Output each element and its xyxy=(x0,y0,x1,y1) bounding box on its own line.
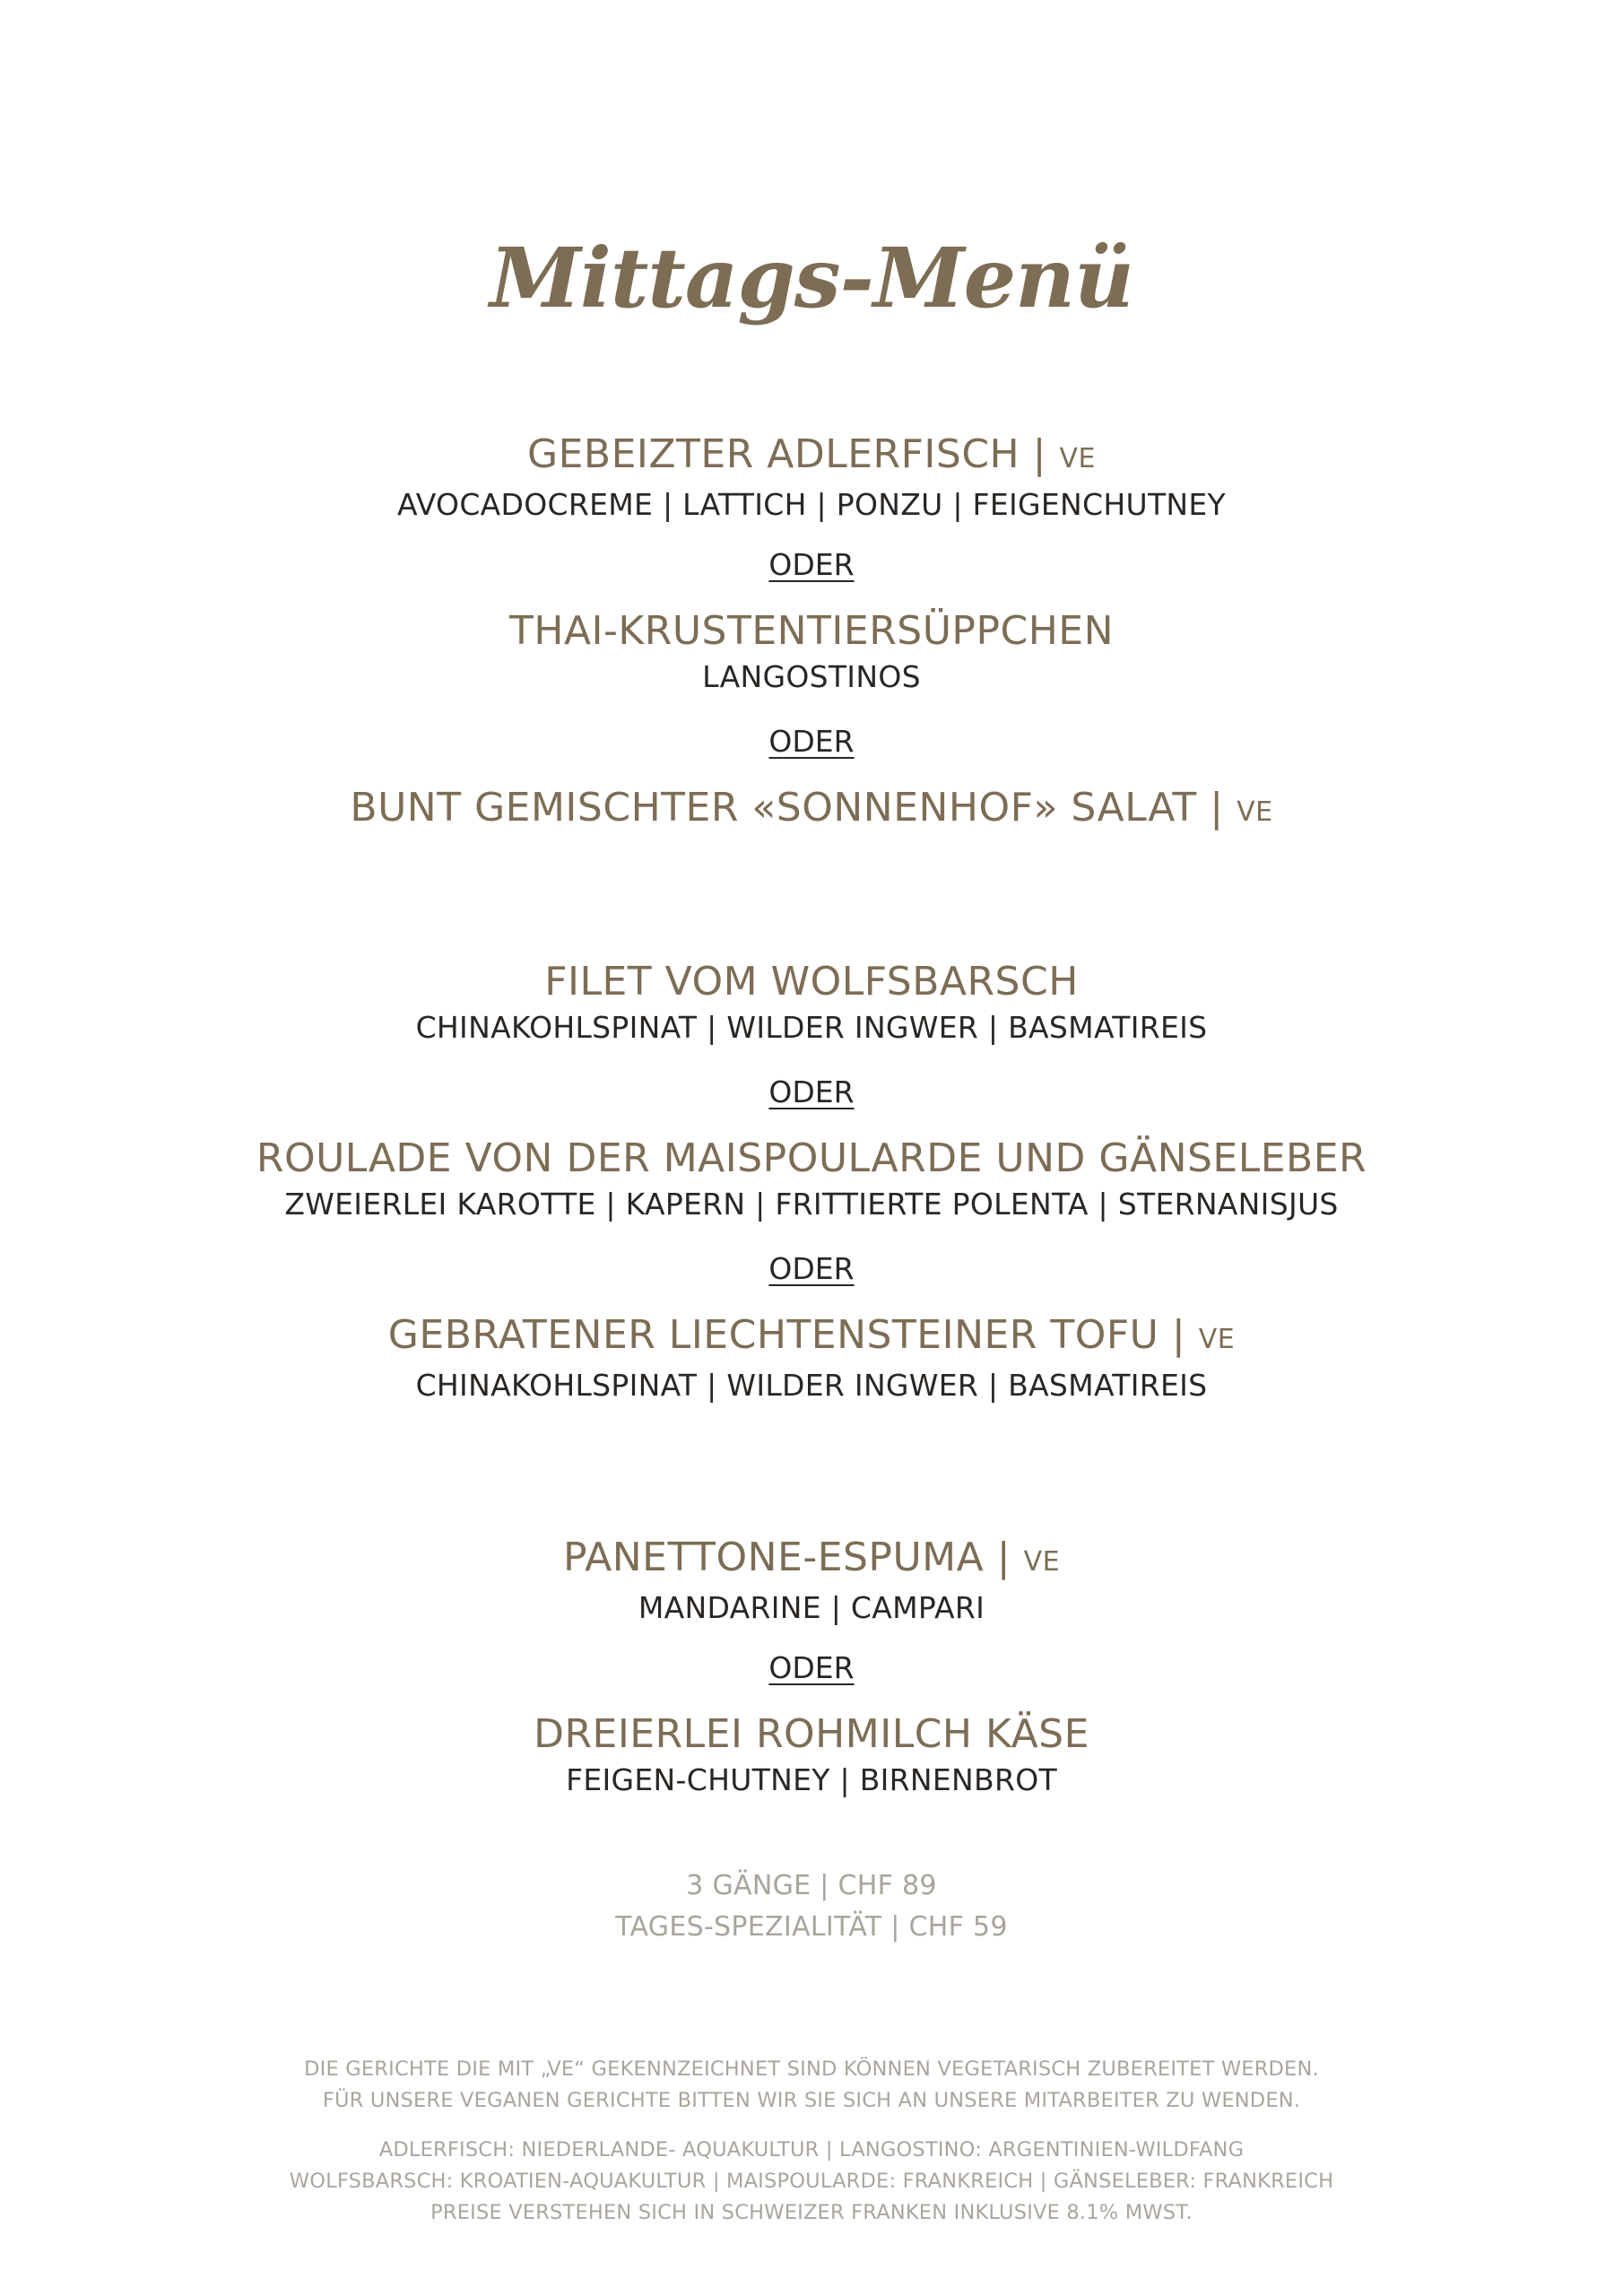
vegetarian-note: DIE GERICHTE DIE MIT „VE“ GEKENNZEICHNET SIND KÖNNEN VEGETARISCH ZUBEREITET WERDEN. FÜR UNSERE VEGANEN GERICHTE BITTEN WIR SIE SICH AN UNSERE MITARBEITER ZU WENDEN. xyxy=(304,2057,1319,2112)
price-daily-special: TAGES-SPEZIALITÄT | CHF 59 xyxy=(615,1911,1008,1943)
starter-3 xyxy=(0,782,1623,839)
dish-name: FILET VOM WOLFSBARSCH xyxy=(544,959,1079,1004)
dish-description: MANDARINE | CAMPARI xyxy=(638,1590,985,1625)
dish-description: CHINAKOHLSPINAT | WILDER INGWER | BASMATIREIS xyxy=(415,1368,1208,1403)
dish-name: GEBEIZTER ADLERFISCH | VE xyxy=(527,431,1096,477)
vegetarian-tag: VE xyxy=(1198,1324,1236,1355)
main-3 xyxy=(0,1309,1623,1405)
or-divider: ODER xyxy=(768,1251,855,1286)
dish-description: CHINAKOHLSPINAT | WILDER INGWER | BASMATIREIS xyxy=(415,1010,1208,1045)
dish-description: AVOCADOCREME | LATTICH | PONZU | FEIGENCHUTNEY xyxy=(396,487,1226,522)
dish-name: ROULADE VON DER MAISPOULARDE UND GÄNSELEBER xyxy=(256,1135,1367,1181)
dish-name: DREIERLEI ROHMILCH KÄSE xyxy=(534,1711,1089,1757)
vegetarian-tag: VE xyxy=(1023,1546,1061,1578)
dish-name: THAI-KRUSTENTIERSÜPPCHEN xyxy=(508,608,1115,654)
or-divider: ODER xyxy=(768,724,855,759)
price-three-courses: 3 GÄNGE | CHF 89 xyxy=(686,1870,937,1901)
dessert-2 xyxy=(0,1709,1623,1800)
vegetarian-tag: VE xyxy=(1059,443,1096,474)
starter-2 xyxy=(0,605,1623,697)
or-divider: ODER xyxy=(768,1074,855,1109)
dish-description: LANGOSTINOS xyxy=(702,659,921,694)
starter-1 xyxy=(0,429,1623,525)
main-1 xyxy=(0,956,1623,1048)
menu-title: Mittags-Menü xyxy=(490,230,1133,326)
vegetarian-tag: VE xyxy=(1237,796,1273,828)
dish-description: FEIGEN-CHUTNEY | BIRNENBROT xyxy=(566,1762,1057,1797)
main-2 xyxy=(0,1133,1623,1224)
dish-name: BUNT GEMISCHTER «SONNENHOF» SALAT | VE xyxy=(350,785,1273,831)
dish-description: ZWEIERLEI KAROTTE | KAPERN | FRITTIERTE POLENTA | STERNANISJUS xyxy=(284,1187,1339,1222)
dessert-1 xyxy=(0,1532,1623,1628)
origin-note: ADLERFISCH: NIEDERLANDE- AQUAKULTUR | LANGOSTINO: ARGENTINIEN-WILDFANG WOLFSBARSCH: KROATIEN-AQUAKULTUR | MAISPOULARDE: FRANKREICH | GÄNSELEBER: FRANKREICH PREISE VERSTEHEN SICH IN SCHWEIZER FRANKEN INKLUSIVE 8.1% MWST. xyxy=(289,2138,1334,2224)
price-info xyxy=(0,1866,1623,1948)
or-divider: ODER xyxy=(768,547,855,582)
or-divider: ODER xyxy=(768,1650,855,1685)
dish-name: PANETTONE-ESPUMA | VE xyxy=(562,1535,1061,1580)
dish-name: GEBRATENER LIECHTENSTEINER TOFU | VE xyxy=(387,1312,1236,1358)
